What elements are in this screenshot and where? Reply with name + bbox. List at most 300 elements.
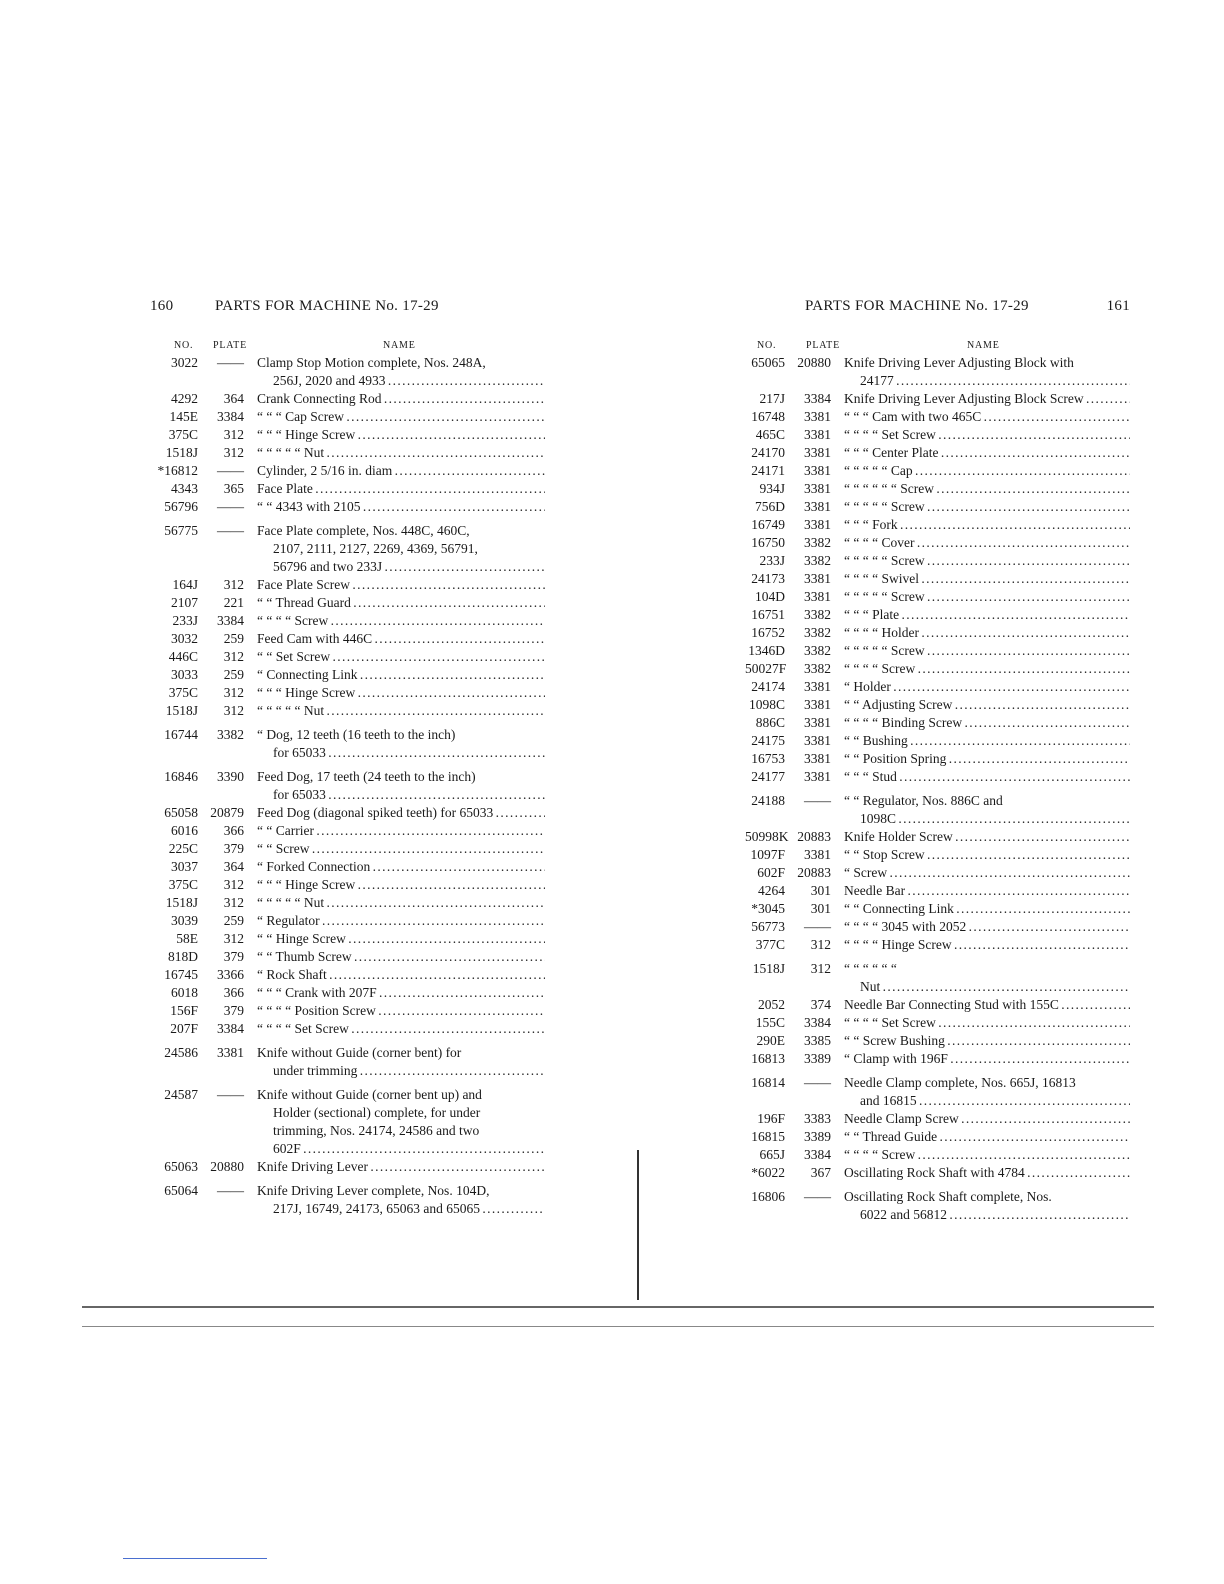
part-name-line: “ “ Stop Screw . . . <box>844 846 1130 864</box>
plate-number: —— <box>217 463 244 478</box>
part-number: 290E <box>756 1033 785 1048</box>
part-name <box>831 660 1130 678</box>
parts-row <box>150 426 545 444</box>
part-name-line: “ “ “ “ “ Nut . . . <box>257 894 545 912</box>
part-name <box>831 828 1130 846</box>
parts-row <box>745 444 1130 462</box>
part-name-line: “ “ “ “ Set Screw . . . <box>844 426 1130 444</box>
part-number: 24174 <box>751 679 785 694</box>
part-number: 65058 <box>164 805 198 820</box>
part-name <box>244 480 545 498</box>
column-header-no: NO. <box>174 340 194 351</box>
part-number: 16751 <box>751 607 785 622</box>
part-name-line: “ “ “ Crank with 207F . . . <box>257 984 545 1002</box>
plate-number: 366 <box>223 985 244 1000</box>
part-name <box>831 714 1130 732</box>
parts-row <box>150 984 545 1002</box>
parts-row <box>745 714 1130 732</box>
part-name <box>244 462 545 480</box>
part-name <box>244 522 545 576</box>
part-name <box>244 948 545 966</box>
parts-row <box>745 678 1130 696</box>
plate-number: 3385 <box>804 1033 831 1048</box>
parts-row <box>745 1146 1130 1164</box>
part-name-line: 1098C . . . <box>844 810 1130 828</box>
parts-row <box>150 876 545 894</box>
part-name-line: “ “ “ Cap Screw . . . <box>257 408 545 426</box>
part-number: 446C <box>168 649 198 664</box>
plate-number: 20880 <box>797 355 831 370</box>
parts-row <box>150 1002 545 1020</box>
part-name <box>244 426 545 444</box>
part-name <box>244 1020 545 1038</box>
plate-number: 3381 <box>804 769 831 784</box>
part-name-line: and 16815 . . . <box>844 1092 1130 1110</box>
parts-row <box>745 828 1130 846</box>
plate-number: 367 <box>810 1165 831 1180</box>
horizontal-rule <box>82 1326 1154 1327</box>
plate-number: 221 <box>223 595 244 610</box>
parts-row <box>150 1044 545 1080</box>
part-number: 3022 <box>171 355 198 370</box>
plate-number: 259 <box>223 667 244 682</box>
part-number: 145E <box>169 409 198 424</box>
parts-row <box>745 1164 1130 1182</box>
plate-number: —— <box>804 919 831 934</box>
part-number: 24177 <box>751 769 785 784</box>
plate-number: 312 <box>810 937 831 952</box>
part-name <box>244 768 545 804</box>
part-name-line: Knife Driving Lever Adjusting Block Screw . . . <box>844 390 1130 408</box>
part-name <box>244 1158 545 1176</box>
parts-row <box>150 684 545 702</box>
parts-row <box>745 1110 1130 1128</box>
part-name-line: Knife without Guide (corner bent) for <box>257 1045 462 1060</box>
part-name-line: “ “ “ “ Cover . . . <box>844 534 1130 552</box>
parts-row <box>745 846 1130 864</box>
part-name <box>831 1032 1130 1050</box>
part-number: 1518J <box>752 961 785 976</box>
plate-number: 259 <box>223 913 244 928</box>
plate-number: 364 <box>223 391 244 406</box>
part-name <box>244 930 545 948</box>
plate-number: 3382 <box>804 535 831 550</box>
part-name-line: Knife Driving Lever complete, Nos. 104D, <box>257 1183 490 1198</box>
plate-number: 3366 <box>217 967 244 982</box>
part-number: 16752 <box>751 625 785 640</box>
parts-row <box>745 570 1130 588</box>
plate-number: 312 <box>810 961 831 976</box>
part-name <box>831 552 1130 570</box>
parts-row <box>745 516 1130 534</box>
part-name-line: “ “ “ “ 3045 with 2052 . . . <box>844 918 1130 936</box>
part-name <box>831 516 1130 534</box>
part-name-line: Face Plate . . . <box>257 480 545 498</box>
part-name-line: “ Connecting Link . . . <box>257 666 545 684</box>
part-name-line: Clamp Stop Motion complete, Nos. 248A, <box>257 355 486 370</box>
parts-row <box>745 750 1130 768</box>
part-name-line: “ “ “ “ Set Screw . . . <box>257 1020 545 1038</box>
part-name-line: 217J, 16749, 24173, 65063 and 65065 . . . <box>257 1200 545 1218</box>
part-number: 1518J <box>165 703 198 718</box>
part-name <box>244 1002 545 1020</box>
page-title: PARTS FOR MACHINE No. 17-29 <box>215 298 439 314</box>
part-number: 886C <box>755 715 785 730</box>
plate-number: 20880 <box>210 1159 244 1174</box>
parts-row <box>150 666 545 684</box>
parts-row <box>745 624 1130 642</box>
part-name <box>244 444 545 462</box>
part-name-line: “ “ 4343 with 2105 . . . <box>257 498 545 516</box>
part-name-line: “ “ “ “ “ Screw . . . <box>844 552 1130 570</box>
plate-number: —— <box>217 523 244 538</box>
page-header <box>150 298 545 320</box>
part-name <box>831 792 1130 828</box>
part-name <box>244 1086 545 1158</box>
part-number: *6022 <box>751 1165 785 1180</box>
part-number: 934J <box>759 481 785 496</box>
parts-row <box>745 696 1130 714</box>
part-name-line: Cylinder, 2 5/16 in. diam . . . <box>257 462 545 480</box>
part-name <box>831 1164 1130 1182</box>
plate-number: 3381 <box>804 499 831 514</box>
parts-row <box>150 594 545 612</box>
part-number: *16812 <box>157 463 198 478</box>
part-name <box>244 390 545 408</box>
horizontal-rule <box>82 1306 1154 1308</box>
part-name-line: “ “ Carrier . . . <box>257 822 545 840</box>
part-name <box>244 576 545 594</box>
part-number: 16745 <box>164 967 198 982</box>
column-header-plate: PLATE <box>213 340 247 351</box>
parts-row <box>150 390 545 408</box>
part-name <box>244 594 545 612</box>
part-number: 16814 <box>751 1075 785 1090</box>
part-name-line: Nut . . . <box>844 978 1130 996</box>
part-name-line: “ “ Regulator, Nos. 886C and <box>844 793 1003 808</box>
parts-row <box>745 996 1130 1014</box>
part-name <box>831 570 1130 588</box>
part-name <box>831 900 1130 918</box>
plate-number: 20879 <box>210 805 244 820</box>
part-name-line: trimming, Nos. 24174, 24586 and two <box>273 1123 480 1138</box>
plate-number: 3390 <box>217 769 244 784</box>
part-name <box>831 588 1130 606</box>
plate-number: 3384 <box>804 1147 831 1162</box>
parts-row <box>745 936 1130 954</box>
part-name <box>831 1074 1130 1110</box>
part-number: 104D <box>755 589 785 604</box>
scan-artifact-line <box>123 1558 267 1559</box>
parts-list <box>745 354 1130 1224</box>
part-name-line: “ “ “ “ “ Screw . . . <box>844 642 1130 660</box>
part-name <box>831 1014 1130 1032</box>
part-number: 2052 <box>758 997 785 1012</box>
parts-row <box>150 966 545 984</box>
part-name <box>831 882 1130 900</box>
parts-row <box>745 408 1130 426</box>
part-name-line: “ “ Set Screw . . . <box>257 648 545 666</box>
part-number: 4292 <box>171 391 198 406</box>
parts-row <box>745 864 1130 882</box>
plate-number: —— <box>804 1189 831 1204</box>
parts-row <box>150 726 545 762</box>
parts-row <box>150 480 545 498</box>
parts-row <box>745 588 1130 606</box>
part-number: *3045 <box>751 901 785 916</box>
part-number: 156F <box>170 1003 198 1018</box>
right-page <box>745 298 1130 1224</box>
part-number: 375C <box>168 427 198 442</box>
part-number: 233J <box>759 553 785 568</box>
part-name-line: “ “ “ “ Hinge Screw . . . <box>844 936 1130 954</box>
part-name <box>244 984 545 1002</box>
part-number: 375C <box>168 877 198 892</box>
plate-number: 366 <box>223 823 244 838</box>
plate-number: 3381 <box>804 679 831 694</box>
part-number: 16813 <box>751 1051 785 1066</box>
part-number: 217J <box>759 391 785 406</box>
part-number: 4264 <box>758 883 785 898</box>
part-name-line: “ “ “ Plate . . . <box>844 606 1130 624</box>
part-name <box>831 390 1130 408</box>
plate-number: 3381 <box>804 589 831 604</box>
parts-row <box>150 576 545 594</box>
plate-number: 379 <box>223 841 244 856</box>
part-name <box>831 534 1130 552</box>
plate-number: 312 <box>223 877 244 892</box>
part-name-line: “ “ “ Fork . . . <box>844 516 1130 534</box>
parts-row <box>150 1182 545 1218</box>
left-page <box>150 298 545 1218</box>
plate-number: 3382 <box>804 607 831 622</box>
column-header-name: NAME <box>383 340 416 351</box>
part-name-line: “ “ “ Center Plate . . . <box>844 444 1130 462</box>
plate-number: 312 <box>223 895 244 910</box>
column-header-plate: PLATE <box>806 340 840 351</box>
part-number: 16815 <box>751 1129 785 1144</box>
part-name-line: “ “ “ “ “ Cap . . . <box>844 462 1130 480</box>
plate-number: —— <box>217 355 244 370</box>
part-number: 225C <box>168 841 198 856</box>
part-number: 56796 <box>164 499 198 514</box>
parts-row <box>150 462 545 480</box>
part-name <box>244 648 545 666</box>
parts-row <box>150 444 545 462</box>
part-name <box>831 1128 1130 1146</box>
part-name-line: Needle Clamp Screw . . . <box>844 1110 1130 1128</box>
parts-row <box>150 948 545 966</box>
parts-row <box>745 660 1130 678</box>
part-name <box>244 966 545 984</box>
part-number: 16744 <box>164 727 198 742</box>
part-name-line: “ “ Screw Bushing . . . <box>844 1032 1130 1050</box>
part-name-line: Holder (sectional) complete, for under <box>273 1105 481 1120</box>
parts-row <box>745 552 1130 570</box>
parts-row <box>150 498 545 516</box>
part-number: 50998K <box>745 829 789 844</box>
parts-row <box>745 768 1130 786</box>
part-name-line: 602F . . . <box>257 1140 545 1158</box>
plate-number: 20883 <box>797 829 831 844</box>
part-name-line: “ “ Bushing . . . <box>844 732 1130 750</box>
parts-row <box>150 912 545 930</box>
parts-row <box>745 918 1130 936</box>
plate-number: 3382 <box>217 727 244 742</box>
page-header <box>745 298 1130 320</box>
part-name <box>831 624 1130 642</box>
part-name-line: “ “ “ “ “ “ <box>844 961 897 976</box>
part-name-line: 256J, 2020 and 4933 . . . <box>257 372 545 390</box>
parts-row <box>150 822 545 840</box>
parts-row <box>745 732 1130 750</box>
part-number: 24587 <box>164 1087 198 1102</box>
parts-row <box>745 1128 1130 1146</box>
part-name <box>831 732 1130 750</box>
plate-number: 3384 <box>217 613 244 628</box>
plate-number: 3382 <box>804 625 831 640</box>
plate-number: 374 <box>810 997 831 1012</box>
part-number: 24188 <box>751 793 785 808</box>
plate-number: 20883 <box>797 865 831 880</box>
plate-number: 3381 <box>804 847 831 862</box>
part-number: 16748 <box>751 409 785 424</box>
part-name-line: for 65033 . . . <box>257 786 545 804</box>
part-name-line: “ “ Thumb Screw . . . <box>257 948 545 966</box>
part-name <box>244 702 545 720</box>
plate-number: 3381 <box>804 445 831 460</box>
plate-number: 3381 <box>217 1045 244 1060</box>
page-number: 160 <box>150 298 174 314</box>
part-name-line: “ “ “ “ Screw . . . <box>844 1146 1130 1164</box>
part-name <box>831 498 1130 516</box>
part-number: 3033 <box>171 667 198 682</box>
part-name-line: “ Regulator . . . <box>257 912 545 930</box>
part-name-line: Needle Clamp complete, Nos. 665J, 16813 <box>844 1075 1076 1090</box>
part-number: 56773 <box>751 919 785 934</box>
parts-row <box>745 1032 1130 1050</box>
plate-number: 312 <box>223 445 244 460</box>
part-name-line: “ Clamp with 196F . . . <box>844 1050 1130 1068</box>
part-number: 377C <box>755 937 785 952</box>
part-name-line: “ Screw . . . <box>844 864 1130 882</box>
part-name <box>244 684 545 702</box>
part-name-line: 6022 and 56812 . . . <box>844 1206 1130 1224</box>
part-number: 24170 <box>751 445 785 460</box>
part-name <box>244 912 545 930</box>
part-name-line: “ “ “ “ “ Screw . . . <box>844 498 1130 516</box>
part-name-line: 56796 and two 233J . . . <box>257 558 545 576</box>
parts-row <box>745 642 1130 660</box>
part-number: 818D <box>168 949 198 964</box>
part-number: 3039 <box>171 913 198 928</box>
plate-number: —— <box>804 1075 831 1090</box>
part-name <box>831 996 1130 1014</box>
part-number: 65065 <box>751 355 785 370</box>
part-name <box>244 804 545 822</box>
part-name-line: Feed Dog, 17 teeth (24 teeth to the inch) <box>257 769 476 784</box>
part-name-line: “ “ “ “ “ Nut . . . <box>257 444 545 462</box>
part-name-line: “ “ “ Cam with two 465C . . . <box>844 408 1130 426</box>
parts-row <box>745 1074 1130 1110</box>
plate-number: —— <box>217 1183 244 1198</box>
part-name <box>831 918 1130 936</box>
parts-row <box>150 894 545 912</box>
part-number: 65064 <box>164 1183 198 1198</box>
part-name-line: “ Forked Connection . . . <box>257 858 545 876</box>
part-name <box>244 612 545 630</box>
part-number: 196F <box>757 1111 785 1126</box>
parts-row <box>150 702 545 720</box>
parts-row <box>150 930 545 948</box>
plate-number: 3381 <box>804 481 831 496</box>
plate-number: 379 <box>223 949 244 964</box>
part-name <box>831 750 1130 768</box>
part-name <box>831 960 1130 996</box>
part-name-line: “ “ “ “ Position Screw . . . <box>257 1002 545 1020</box>
part-name-line: 2107, 2111, 2127, 2269, 4369, 56791, <box>273 541 478 556</box>
part-number: 6016 <box>171 823 198 838</box>
part-number: 16750 <box>751 535 785 550</box>
part-name-line: “ “ “ “ Swivel . . . <box>844 570 1130 588</box>
part-name-line: “ “ “ Hinge Screw . . . <box>257 876 545 894</box>
part-name <box>244 498 545 516</box>
part-name <box>831 936 1130 954</box>
plate-number: 3381 <box>804 463 831 478</box>
parts-row <box>150 858 545 876</box>
part-name-line: “ “ Thread Guard . . . <box>257 594 545 612</box>
plate-number: 3389 <box>804 1051 831 1066</box>
parts-row <box>745 792 1130 828</box>
gutter-divider <box>637 1150 639 1300</box>
part-name <box>244 408 545 426</box>
parts-row <box>745 534 1130 552</box>
parts-row <box>150 612 545 630</box>
part-number: 16846 <box>164 769 198 784</box>
part-name-line: “ “ “ “ Screw . . . <box>257 612 545 630</box>
plate-number: 3381 <box>804 751 831 766</box>
part-name-line: “ “ “ “ “ Screw . . . <box>844 588 1130 606</box>
part-number: 1098C <box>748 697 785 712</box>
part-name-line: Face Plate Screw . . . <box>257 576 545 594</box>
part-name-line: “ “ “ “ Screw . . . <box>844 660 1130 678</box>
plate-number: —— <box>804 793 831 808</box>
part-name-line: “ Rock Shaft . . . <box>257 966 545 984</box>
plate-number: 312 <box>223 931 244 946</box>
plate-number: 365 <box>223 481 244 496</box>
parts-row <box>745 900 1130 918</box>
part-name-line: Knife Holder Screw . . . <box>844 828 1130 846</box>
part-name <box>831 864 1130 882</box>
part-name-line: Feed Cam with 446C . . . <box>257 630 545 648</box>
part-number: 2107 <box>171 595 198 610</box>
part-name-line: Knife Driving Lever . . . <box>257 1158 545 1176</box>
part-name <box>831 426 1130 444</box>
part-name-line: “ “ Screw . . . <box>257 840 545 858</box>
part-name <box>244 666 545 684</box>
part-name-line: “ “ “ “ “ Nut . . . <box>257 702 545 720</box>
plate-number: 3384 <box>217 409 244 424</box>
plate-number: 301 <box>810 883 831 898</box>
part-number: 58E <box>176 931 198 946</box>
plate-number: 3384 <box>804 1015 831 1030</box>
parts-row <box>150 1086 545 1158</box>
part-number: 665J <box>759 1147 785 1162</box>
part-number: 65063 <box>164 1159 198 1174</box>
part-number: 1518J <box>165 445 198 460</box>
part-name-line: “ “ Position Spring . . . <box>844 750 1130 768</box>
part-number: 375C <box>168 685 198 700</box>
